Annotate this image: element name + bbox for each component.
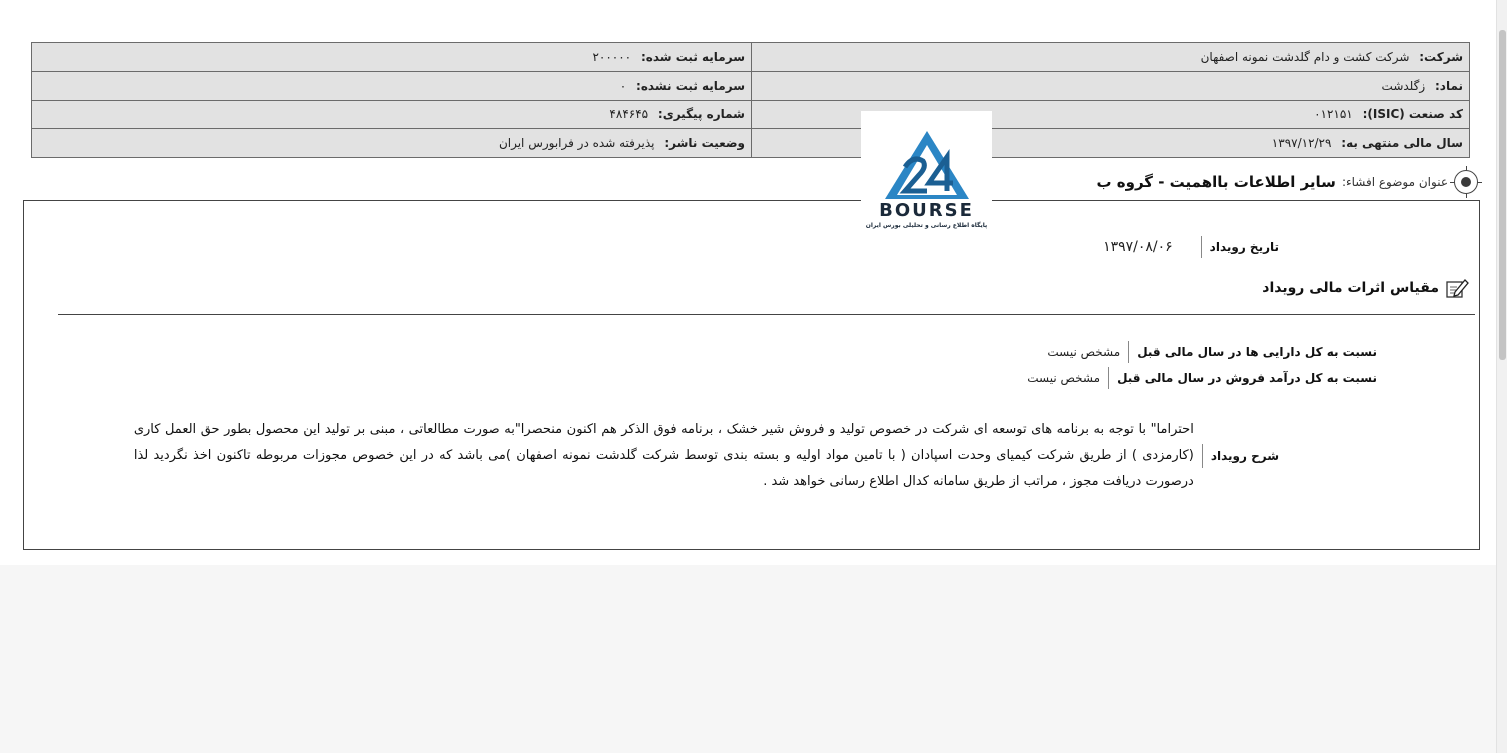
section-header: [1262, 275, 1469, 301]
ratio-assets-value: مشخص نیست: [1047, 345, 1121, 359]
divider: [1128, 341, 1129, 363]
isic-value: ۰۱۲۱۵۱: [1314, 107, 1353, 122]
ratio-revenue-value: مشخص نیست: [1027, 371, 1101, 385]
publisher-status-label: وضعیت ناشر:: [664, 136, 745, 151]
event-date-value: ۱۳۹۷/۰۸/۰۶: [1103, 239, 1173, 255]
isic-cell: [752, 100, 1470, 129]
divider: [1108, 367, 1109, 389]
ratio-revenue-label: نسبت به کل درآمد فروش در سال مالی قبل: [1117, 371, 1377, 385]
info-row: [32, 100, 1470, 129]
subject-title: سایر اطلاعات بااهمیت - گروه ب: [1096, 173, 1336, 191]
info-row: [32, 43, 1470, 72]
subject-prefix: عنوان موضوع افشاء:: [1341, 175, 1448, 189]
target-icon: [1454, 170, 1478, 194]
ratio-assets-row: [1047, 341, 1377, 363]
scrollbar-thumb[interactable]: [1499, 30, 1506, 360]
capital-registered-value: ۲۰۰۰۰۰: [592, 49, 632, 64]
capital-unregistered-label: سرمایه ثبت نشده:: [636, 78, 745, 93]
symbol-cell: [752, 71, 1470, 100]
capital-unregistered-value: ۰: [619, 78, 627, 93]
capital-unregistered-cell: [32, 71, 752, 100]
info-row: [32, 129, 1470, 158]
capital-registered-label: سرمایه ثبت شده:: [640, 49, 745, 64]
ratio-assets-label: نسبت به کل دارایی ها در سال مالی قبل: [1137, 345, 1377, 359]
tracking-label: شماره پیگیری:: [657, 107, 745, 122]
tracking-cell: [32, 100, 752, 129]
company-value: شرکت کشت و دام گلدشت نمونه اصفهان: [1200, 49, 1410, 64]
isic-label: کد صنعت (ISIC):: [1362, 107, 1463, 122]
logo-text: BOURSE: [879, 200, 974, 221]
symbol-value: زگلدشت: [1381, 78, 1426, 93]
capital-registered-cell: [32, 43, 752, 72]
symbol-label: نماد:: [1434, 78, 1463, 93]
logo-subtitle: پایگاه اطلاع رسانی و تحلیلی بورس ایران: [865, 222, 988, 229]
description-row: [134, 417, 1279, 495]
info-row: [32, 71, 1470, 100]
fiscal-year-cell: [752, 129, 1470, 158]
event-date-label: تاریخ رویداد: [1209, 240, 1279, 254]
description-label: شرح رویداد: [1210, 449, 1279, 463]
section-divider: [58, 314, 1475, 315]
fiscal-year-value: ۱۳۹۷/۱۲/۲۹: [1271, 136, 1332, 151]
disclosure-subject: [1000, 170, 1478, 194]
company-info-table: [31, 42, 1470, 158]
event-details-panel: [23, 200, 1480, 550]
divider: [1202, 444, 1203, 468]
fiscal-year-label: سال مالی منتهی به:: [1341, 136, 1463, 151]
bourse-logo: [861, 111, 992, 233]
tracking-value: ۴۸۴۶۴۵: [609, 107, 649, 122]
event-date-row: [1103, 236, 1279, 258]
edit-icon: [1445, 277, 1469, 299]
company-cell: [752, 43, 1470, 72]
divider: [1201, 236, 1202, 258]
bourse-24-logo-icon: [861, 111, 992, 203]
ratio-revenue-row: [1027, 367, 1377, 389]
vertical-scrollbar[interactable]: [1496, 0, 1507, 753]
publisher-status-cell: [32, 129, 752, 158]
company-label: شرکت:: [1419, 49, 1463, 64]
section-title: مقیاس اثرات مالی رویداد: [1262, 280, 1439, 296]
description-text: احتراما" با توجه به برنامه های توسعه ای شرکت در خصوص تولید و فروش شیر خشک ، برنامه فوق الذکر هم اکنون منحصرا"به صورت مطالعاتی ، مبنی بر تولید این محصول بطور حق العمل کاری (کارمزدی ) از طریق شرکت کیمیای وحدت اسپادان ( با تامین مواد اولیه و بسته بندی توسط شرکت گلدشت نمونه اصفهان )می باشد که در این خصوص مجوزات مربوطه تاکنون اخذ نگردید لذا درصورت دریافت مجوز ، مراتب از طریق سامانه کدال اطلاع رسانی خواهد شد .: [133, 422, 1194, 489]
publisher-status-value: پذیرفته شده در فرابورس ایران: [498, 136, 655, 151]
